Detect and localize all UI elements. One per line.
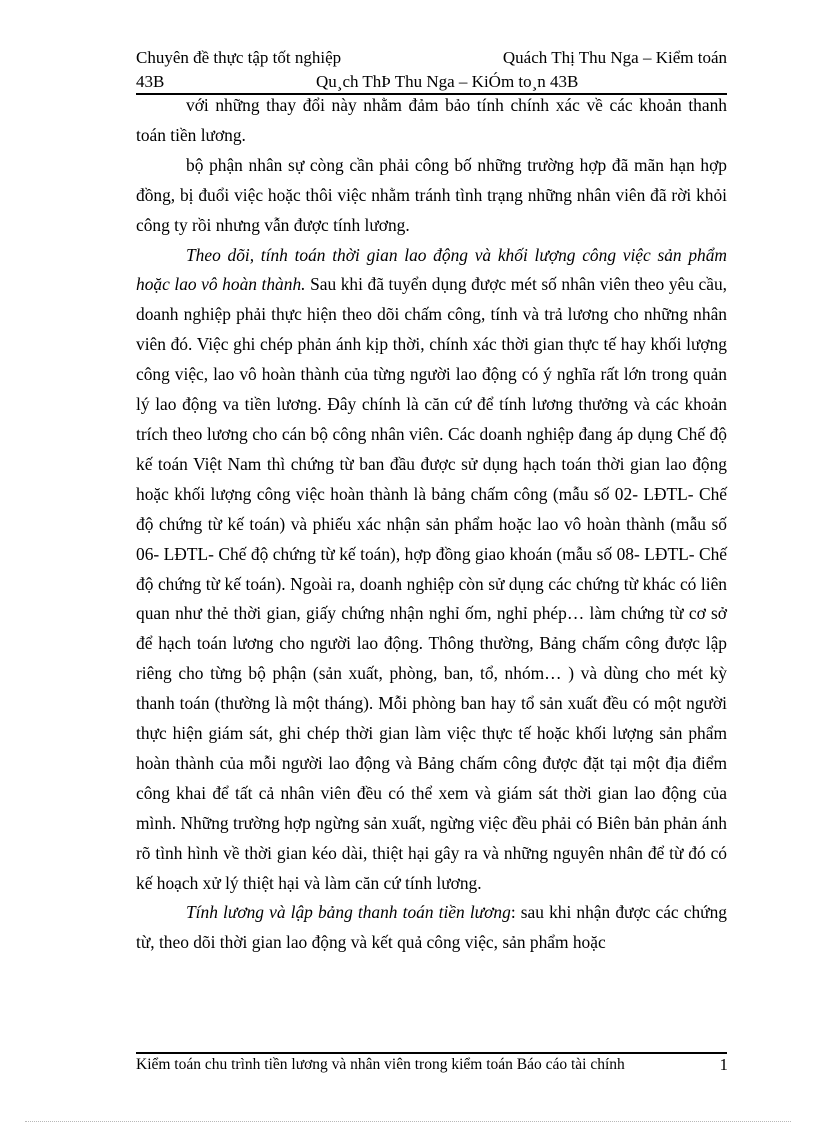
paragraph-2: bộ phận nhân sự còng cần phải công bố những trường hợp đã mãn hạn hợp đồng, bị đuổi việc hoặc thôi việc nhằm tránh tình trạng những nhân viên đã rời khỏi công ty rồi nhưng vẫn được tính lương. bbox=[136, 154, 727, 235]
header-right-author: Quách Thị Thu Nga – Kiểm toán bbox=[502, 48, 727, 67]
paragraph-4-heading: Tính lương và lập bảng thanh toán tiền lương bbox=[186, 902, 511, 923]
paragraph-4-text: : sau khi nhận được các chứng từ, theo dõi thời gian lao động và kết quả công việc, sản phẩm hoặc bbox=[136, 902, 727, 953]
paragraph-4 bbox=[136, 898, 727, 958]
header-class-code: 43B bbox=[136, 72, 165, 91]
page-bottom-dotted-border bbox=[25, 1121, 791, 1122]
paragraph-1: với những thay đổi này nhằm đảm bảo tính chính xác về các khoản thanh toán tiền lương. bbox=[136, 95, 727, 145]
paragraph-3-heading: Theo dõi, tính toán thời gian lao động và khối lượng công việc sản phẩm hoặc lao vô hoàn thành. bbox=[136, 244, 727, 295]
footer-text: Kiểm toán chu trình tiền lương và nhân viên trong kiểm toán Báo cáo tài chính bbox=[136, 1056, 625, 1073]
header-garbled-line: Qu¸ch ThÞ Thu Nga – KiÓm to¸n 43B bbox=[316, 72, 579, 91]
page-number: 1 bbox=[719, 1055, 728, 1074]
document-body bbox=[136, 91, 727, 958]
page-footer bbox=[136, 1054, 736, 1076]
header-left-title: Chuyên đề thực tập tốt nghiệp bbox=[136, 48, 342, 67]
paragraph-3-text: Sau khi đã tuyển dụng được mét số nhân viên theo yêu cầu, doanh nghiệp phải thực hiện theo dõi chấm công, tính và trả lương cho những nhân viên đó. Việc ghi chép phản ánh kịp thời, chính xác thời gian thực tế hay khối lượng công việc, lao vô hoàn thành của từng người lao động có ý nghĩa rất lớn trong quản lý lao động va tiền lương. Đây chính là căn cứ để tính lương thưởng và các khoản trích theo lương cho cán bộ công nhân viên. Các doanh nghiệp đang áp dụng Chế độ kế toán Việt Nam thì chứng từ ban đầu được sử dụng hạch toán thời gian lao động hoặc khối lượng công việc hoàn thành là bảng chấm công (mẫu số 02- LĐTL- Chế độ chứng từ kế toán) và phiếu xác nhận sản phẩm hoặc lao vô hoàn thành (mẫu số 06- LĐTL- Chế độ chứng từ kế toán), hợp đồng giao khoán (mẫu số 08- LĐTL- Chế độ chứng từ kế toán). Ngoài ra, doanh nghiệp còn sử dụng các chứng từ khác có liên quan như thẻ thời gian, giấy chứng nhận nghỉ ốm, nghỉ phép… làm chứng từ cơ sở để hạch toán lương cho người lao động. Thông thường, Bảng chấm công được lập riêng cho từng bộ phận (sản xuất, phòng, ban, tổ, nhóm… ) và dùng cho mét kỳ thanh toán (thường là một tháng). Mỗi phòng ban hay tổ sản xuất đều có một người thực hiện giám sát, ghi chép thời gian làm việc thực tế hoặc khối lượng sản phẩm hoàn thành của mỗi người lao động và Bảng chấm công được đặt tại một địa điểm công khai để tất cả nhân viên đều có thể xem và giám sát thời gian lao động của mình. Những trường hợp ngừng sản xuất, ngừng việc đều phải có Biên bản phản ánh rõ tình hình về thời gian kéo dài, thiệt hại gây ra và những nguyên nhân để từ đó có kế hoạch xử lý thiệt hại và làm căn cứ tính lương. bbox=[136, 274, 728, 893]
paragraph-3 bbox=[136, 241, 727, 899]
page-header bbox=[136, 46, 727, 94]
header-title-row bbox=[136, 46, 727, 70]
